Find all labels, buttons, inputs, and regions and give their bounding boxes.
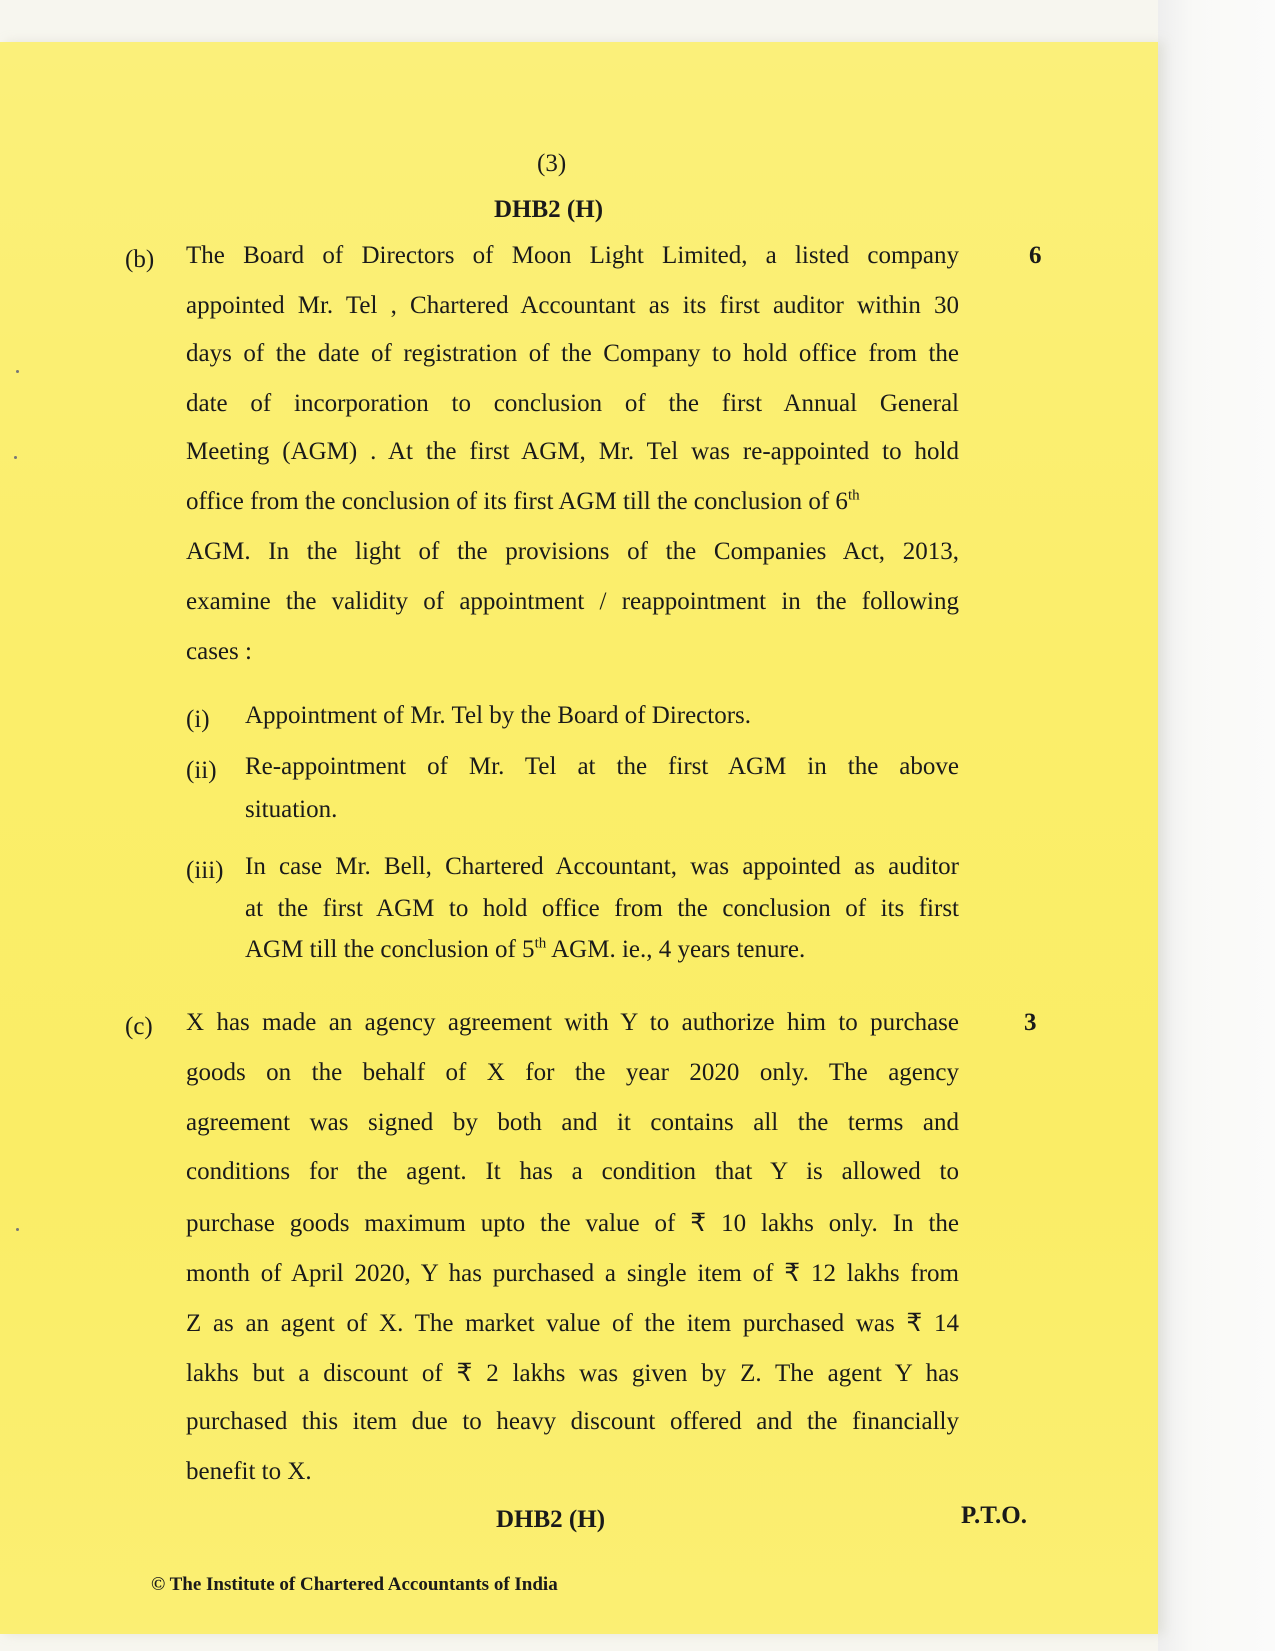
question-b-line: The Board of Directors of Moon Light Limited, a listed company	[186, 242, 959, 269]
scan-margin	[1158, 0, 1275, 1651]
question-c-line: X has made an agency agreement with Y to authorize him to purchase	[186, 1009, 959, 1036]
sub-item-line: at the first AGM to hold office from the conclusion of its first	[245, 895, 959, 922]
sub-item-number: (ii)	[186, 757, 217, 784]
scan-speck	[16, 370, 19, 373]
question-b-line: date of incorporation to conclusion of the first Annual General	[186, 390, 959, 417]
question-b-label: (b)	[125, 246, 155, 273]
sub-item-text: AGM till the conclusion of 5	[245, 936, 535, 963]
question-c-line: agreement was signed by both and it contains all the terms and	[186, 1109, 959, 1136]
question-b-line: Meeting (AGM) . At the first AGM, Mr. Tel was re-appointed to hold	[186, 438, 959, 465]
paper-code-header: DHB2 (H)	[494, 196, 604, 223]
copyright-notice: © The Institute of Chartered Accountants of India	[151, 1574, 558, 1595]
superscript: th	[847, 487, 860, 504]
question-b-line	[186, 488, 959, 516]
page-number: (3)	[537, 150, 567, 177]
question-b-line: cases :	[186, 638, 252, 665]
question-b-line-text: office from the conclusion of its first AGM till the conclusion of 6	[186, 488, 848, 515]
exam-page	[0, 42, 1158, 1634]
sub-item-text: AGM. ie., 4 years tenure.	[546, 936, 806, 963]
question-c-line: Z as an agent of X. The market value of the item purchased was ₹ 14	[186, 1310, 959, 1337]
sub-item-line	[245, 936, 959, 964]
sub-item-line: In case Mr. Bell, Chartered Accountant, was appointed as auditor	[245, 853, 959, 880]
question-c-line: purchased this item due to heavy discount offered and the financially	[186, 1408, 959, 1435]
paper-code-footer: DHB2 (H)	[496, 1506, 606, 1533]
question-c-line: purchase goods maximum upto the value of ₹ 10 lakhs only. In the	[186, 1210, 959, 1237]
question-c-line: month of April 2020, Y has purchased a single item of ₹ 12 lakhs from	[186, 1260, 959, 1287]
question-c-line: goods on the behalf of X for the year 2020 only. The agency	[186, 1059, 959, 1086]
pto-label: P.T.O.	[961, 1502, 1027, 1529]
question-b-line: appointed Mr. Tel , Chartered Accountant as its first auditor within 30	[186, 292, 959, 319]
question-b-marks: 6	[1029, 242, 1042, 269]
question-c-line: lakhs but a discount of ₹ 2 lakhs was given by Z. The agent Y has	[186, 1360, 959, 1387]
sub-item-line: Re-appointment of Mr. Tel at the first AGM in the above	[245, 753, 959, 780]
question-c-line: conditions for the agent. It has a condition that Y is allowed to	[186, 1158, 959, 1185]
question-b-line: days of the date of registration of the Company to hold office from the	[186, 340, 959, 367]
question-c-marks: 3	[1024, 1009, 1037, 1036]
question-b-line: AGM. In the light of the provisions of the Companies Act, 2013,	[186, 538, 959, 565]
sub-item-line: Appointment of Mr. Tel by the Board of Directors.	[245, 702, 752, 729]
scan-speck	[14, 456, 17, 459]
question-c-line: benefit to X.	[186, 1458, 312, 1485]
question-c-label: (c)	[125, 1013, 153, 1040]
question-b-line: examine the validity of appointment / reappointment in the following	[186, 588, 959, 615]
sub-item-line: situation.	[245, 796, 338, 823]
superscript: th	[534, 935, 547, 952]
sub-item-number: (i)	[186, 706, 210, 733]
sub-item-number: (iii)	[186, 857, 224, 884]
scan-speck	[16, 1228, 19, 1231]
